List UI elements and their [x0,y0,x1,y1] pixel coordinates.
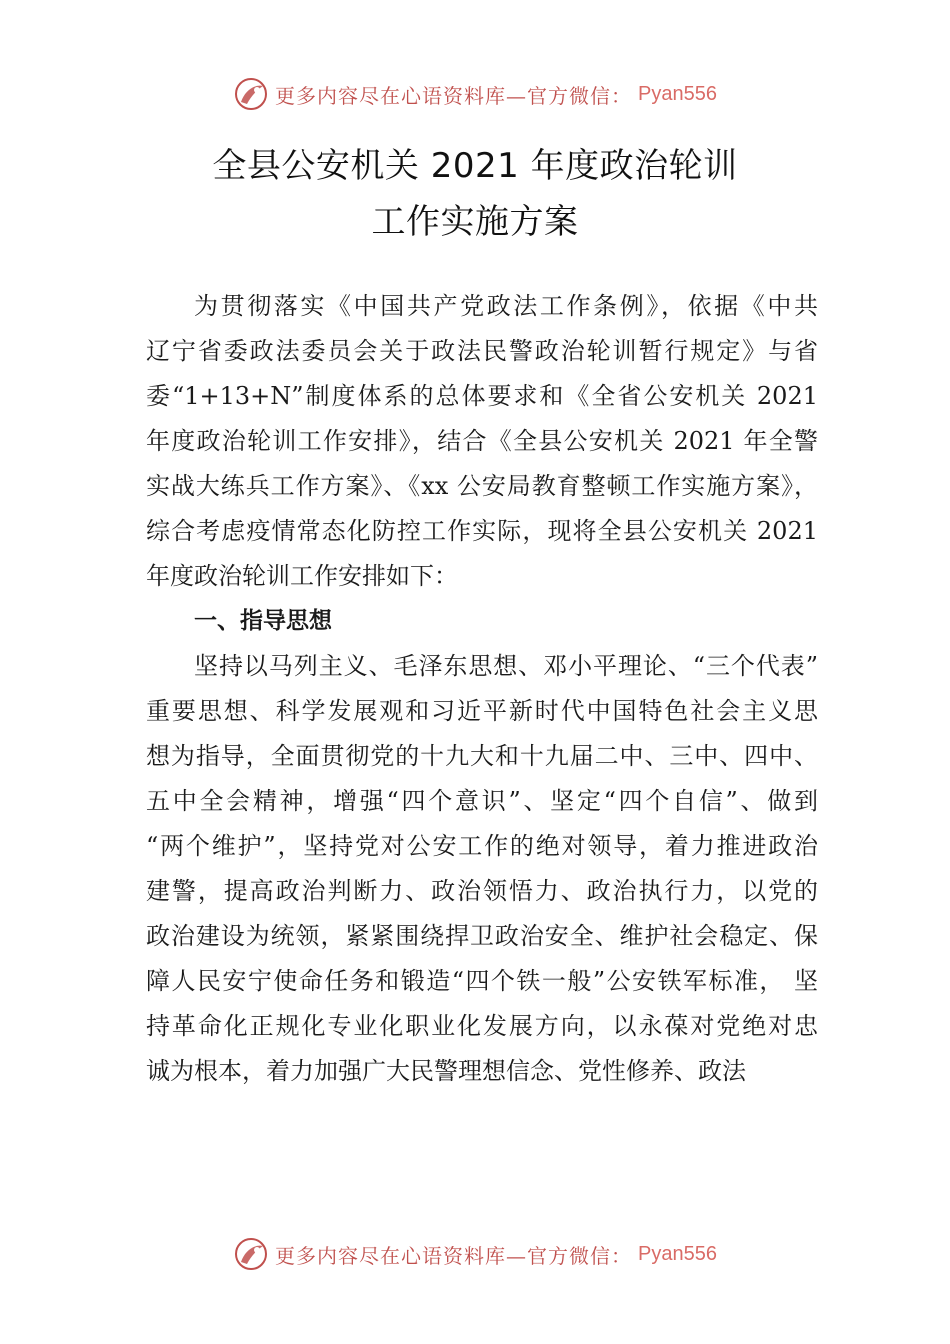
document-title-line-2: 工作实施方案 [371,202,579,242]
intro-line: 辽宁省委政法委员会关于政法民警政治轮训暂行规定》与省 [146,337,818,365]
seal-logo-icon [233,1236,269,1272]
seal-logo-icon [233,76,269,112]
section-line: 重要思想、科学发展观和习近平新时代中国特色社会主义思 [146,697,818,725]
intro-line: 年度政治轮训工作安排》，结合《全县公安机关 2021 年全警 [146,427,818,455]
section-line: 障人民安宁使命任务和锻造“四个铁一般”公安铁军标准， 坚 [146,967,818,995]
intro-line: 综合考虑疫情常态化防控工作实际，现将全县公安机关 2021 [146,517,818,545]
watermark-bottom [0,1232,950,1276]
intro-line: 为贯彻落实《中国共产党政法工作条例》，依据《中共 [194,292,818,320]
section-line: 持革命化正规化专业化职业化发展方向，以永葆对党绝对忠 [146,1012,818,1040]
section-line: 想为指导，全面贯彻党的十九大和十九届二中、三中、四中、 [146,742,818,770]
section-line: 诚为根本，着力加强广大民警理想信念、党性修养、政法 [146,1057,746,1085]
section-line: 坚持以马列主义、毛泽东思想、邓小平理论、“三个代表” [194,652,818,680]
section-line: “两个维护”，坚持党对公安工作的绝对领导，着力推进政治 [146,832,818,860]
watermark-top [0,72,950,116]
section-line: 五中全会精神，增强“四个意识”、坚定“四个自信”、做到 [146,787,818,815]
intro-line: 实战大练兵工作方案》、《xx 公安局教育整顿工作实施方案》， [146,472,818,500]
watermark-text: 更多内容尽在心语资料库—官方微信： [275,1243,633,1268]
section-line: 建警，提高政治判断力、政治领悟力、政治执行力，以党的 [146,877,818,905]
section-line: 政治建设为统领，紧紧围绕捍卫政治安全、维护社会稳定、保 [146,922,818,950]
section-heading-guiding-ideology: 一、指导思想 [194,608,332,634]
watermark-text: 更多内容尽在心语资料库—官方微信： [275,83,633,108]
document-body [146,284,818,1094]
watermark-wechat-id: Pyan556 [638,1242,717,1265]
document-title-line-1: 全县公安机关 2021 年度政治轮训 [212,146,738,186]
intro-line: 委“1+13+N”制度体系的总体要求和《全省公安机关 2021 [146,382,818,410]
intro-line: 年度政治轮训工作安排如下： [146,562,458,590]
watermark-wechat-id: Pyan556 [638,82,717,105]
